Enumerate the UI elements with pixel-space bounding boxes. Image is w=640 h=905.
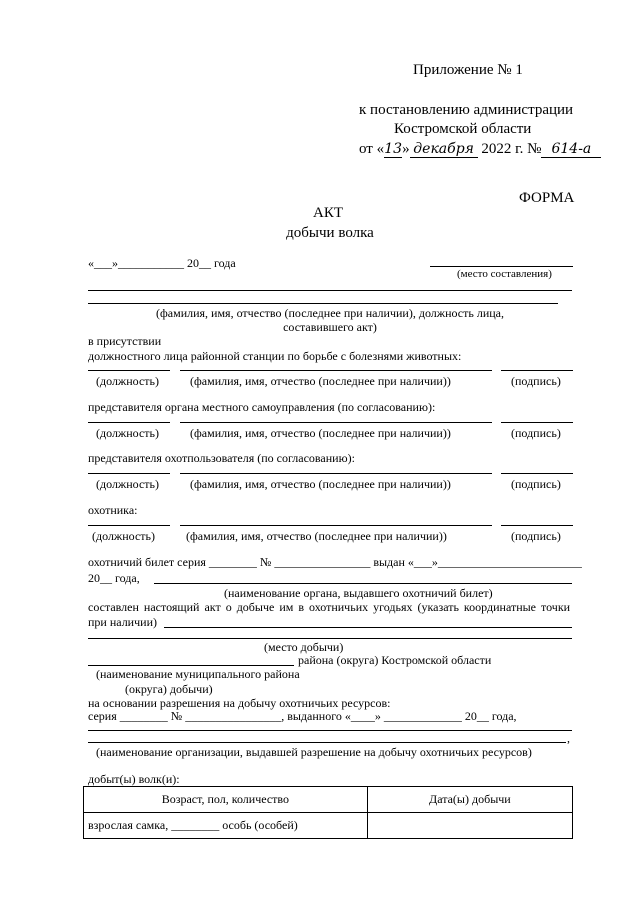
gov-position-caption: (должность): [96, 426, 159, 440]
date-prefix: от «: [359, 141, 385, 157]
table-cell-adult-female[interactable]: взрослая самка, ________ особь (особей): [84, 813, 368, 839]
district-caption-2: (округа) добычи): [125, 682, 213, 696]
table-row: [84, 813, 573, 839]
district-line[interactable]: [88, 665, 294, 666]
compiled-line-1: составлен настоящий акт о добыче им в охотничьих угодьях (указать координатные точки: [88, 600, 571, 614]
district-caption-1: (наименование муниципального района: [96, 667, 300, 681]
compiler-line-2[interactable]: [88, 303, 558, 304]
compiled-coords-line[interactable]: [164, 627, 572, 628]
permit-basis: на основании разрешения на добычу охотничьих ресурсов:: [88, 696, 391, 710]
compiler-caption-2: составившего акт): [283, 320, 377, 334]
gov-position-line[interactable]: [88, 422, 170, 423]
ticket-issuer-line[interactable]: [154, 583, 572, 584]
district-suffix: района (округа) Костромской области: [298, 653, 492, 667]
compiler-line-1[interactable]: [88, 290, 572, 291]
permit-org-line-1[interactable]: [88, 730, 572, 731]
handwritten-day: 13: [384, 141, 403, 157]
presence-intro: в присутствии: [88, 334, 162, 348]
date-mid: »: [402, 141, 410, 157]
gov-signature-line[interactable]: [501, 422, 573, 423]
gov-signature-caption: (подпись): [511, 426, 561, 440]
place-line[interactable]: [430, 266, 573, 267]
permit-comma: ,: [567, 731, 570, 745]
table-intro: добыт(ы) волк(и):: [88, 772, 180, 786]
kill-table: [83, 786, 573, 839]
compiler-caption-1: (фамилия, имя, отчество (последнее при наличии), должность лица,: [156, 306, 504, 320]
hunter-fio-line[interactable]: [180, 525, 492, 526]
place-of-kill-caption: (место добычи): [264, 640, 344, 654]
place-caption: (место составления): [457, 268, 552, 280]
ticket-caption: (наименование органа, выдавшего охотничий билет): [224, 586, 493, 600]
compiled-place-line[interactable]: [88, 638, 572, 639]
table-cell-date[interactable]: [367, 813, 572, 839]
user-signature-line[interactable]: [501, 473, 573, 474]
presence-hunting-user: представителя охотпользователя (по согласованию):: [88, 451, 355, 465]
table-header-date: Дата(ы) добычи: [367, 787, 572, 813]
vet-signature-caption: (подпись): [511, 374, 561, 388]
gov-fio-line[interactable]: [180, 422, 492, 423]
ticket-year[interactable]: 20__ года,: [88, 571, 140, 585]
permit-line[interactable]: серия ________ № ________________, выданного «____» _____________ 20__ года,: [88, 709, 517, 723]
appendix-date-line: [359, 141, 601, 158]
date-year-text: 2022 г. №: [481, 141, 542, 157]
permit-caption: (наименование организации, выдавшей разрешение на добычу охотничьих ресурсов): [96, 745, 532, 759]
hunter-position-line[interactable]: [88, 525, 170, 526]
handwritten-number: 614-а: [541, 141, 601, 158]
user-fio-caption: (фамилия, имя, отчество (последнее при наличии)): [190, 477, 451, 491]
appendix-line-2: Костромской области: [394, 121, 532, 137]
user-signature-caption: (подпись): [511, 477, 561, 491]
vet-position-caption: (должность): [96, 374, 159, 388]
user-fio-line[interactable]: [180, 473, 492, 474]
user-position-line[interactable]: [88, 473, 170, 474]
handwritten-month: декабря: [410, 141, 478, 158]
presence-hunter: охотника:: [88, 503, 138, 517]
compiled-line-2: при наличии): [88, 615, 157, 629]
presence-vet: должностного лица районной станции по борьбе с болезнями животных:: [88, 349, 462, 363]
hunter-signature-caption: (подпись): [511, 529, 561, 543]
table-header-row: [84, 787, 573, 813]
appendix-title: Приложение № 1: [413, 62, 523, 78]
vet-signature-line[interactable]: [501, 370, 573, 371]
form-label: ФОРМА: [519, 190, 575, 206]
presence-local-gov: представителя органа местного самоуправления (по согласованию):: [88, 400, 436, 414]
date-field[interactable]: «___»___________ 20__ года: [88, 256, 236, 270]
gov-fio-caption: (фамилия, имя, отчество (последнее при наличии)): [190, 426, 451, 440]
table-header-age-sex-count: Возраст, пол, количество: [84, 787, 368, 813]
act-subtitle: добычи волка: [286, 225, 374, 241]
hunter-fio-caption: (фамилия, имя, отчество (последнее при наличии)): [186, 529, 447, 543]
permit-org-line-2[interactable]: [88, 742, 566, 743]
hunter-signature-line[interactable]: [501, 525, 573, 526]
appendix-line-1: к постановлению администрации: [359, 102, 574, 118]
user-position-caption: (должность): [96, 477, 159, 491]
vet-fio-line[interactable]: [180, 370, 492, 371]
ticket-line[interactable]: охотничий билет серия ________ № ________________ выдан «___»________________________: [88, 555, 582, 569]
act-title: АКТ: [313, 205, 343, 221]
hunter-position-caption: (должность): [92, 529, 155, 543]
vet-position-line[interactable]: [88, 370, 170, 371]
vet-fio-caption: (фамилия, имя, отчество (последнее при наличии)): [190, 374, 451, 388]
